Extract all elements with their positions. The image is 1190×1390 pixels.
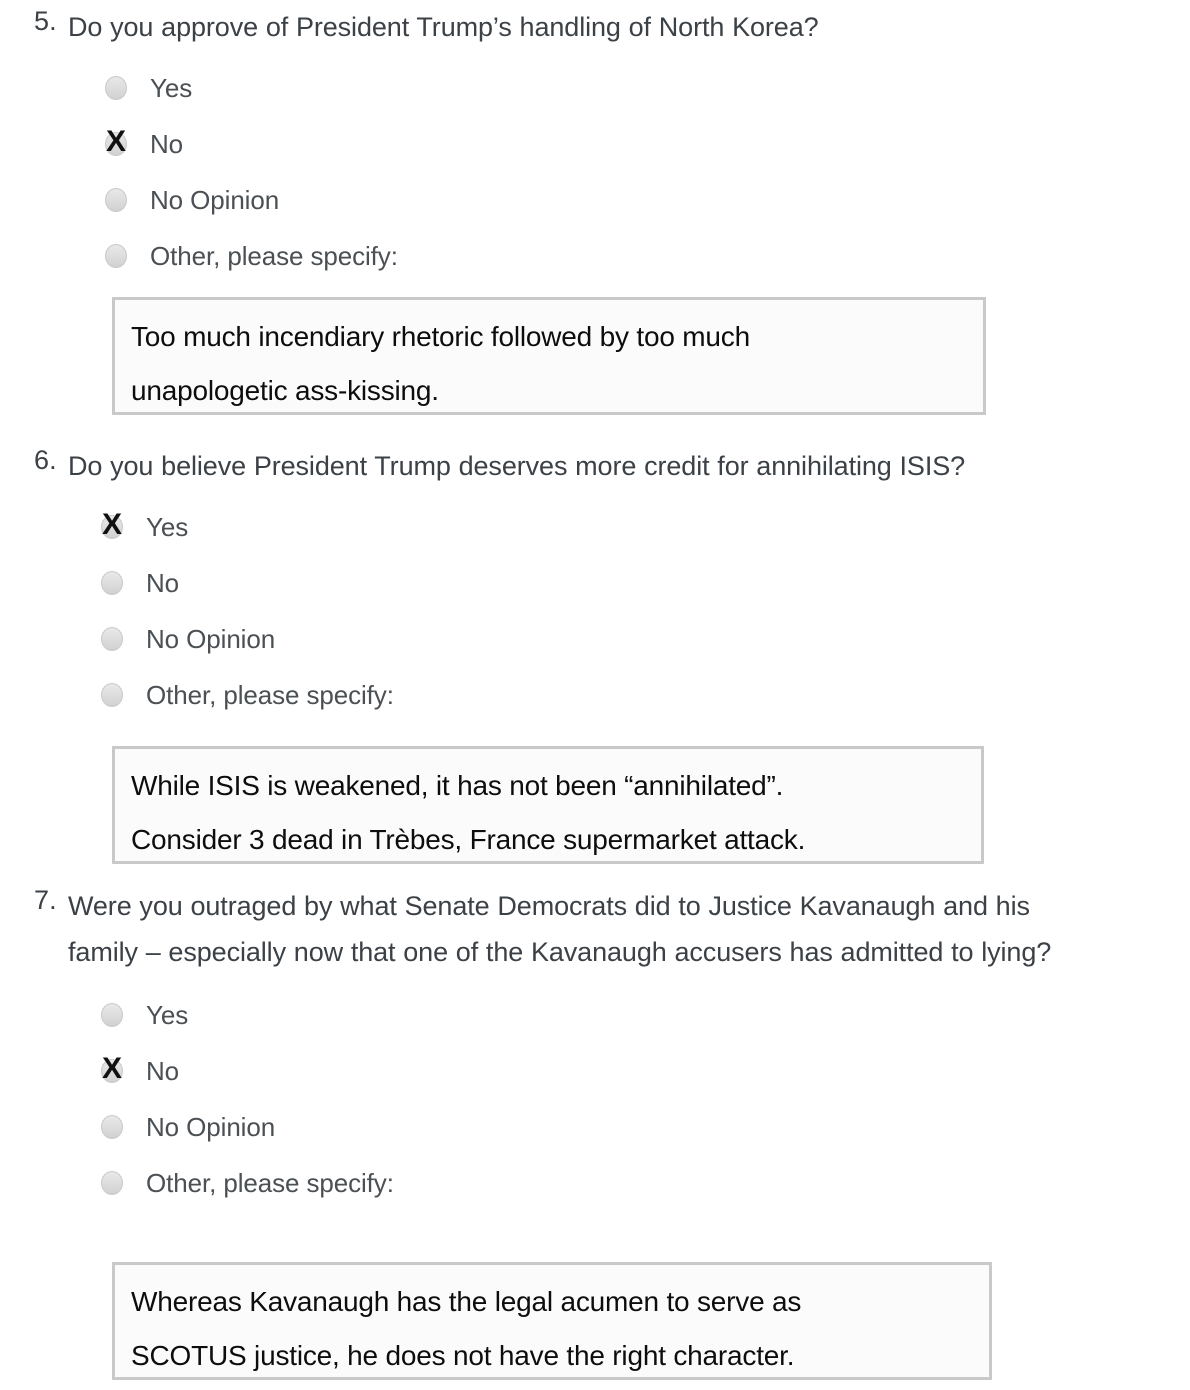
option-label-6-no-opinion: No Opinion: [146, 624, 276, 654]
answer-line: Consider 3 dead in Trèbes, France supermarket attack.: [131, 824, 806, 855]
radio-button-icon[interactable]: [105, 188, 127, 212]
option-label-5-other: Other, please specify:: [150, 241, 398, 271]
question-heading-6: [0, 443, 1190, 489]
option-label-5-yes: Yes: [150, 73, 193, 103]
radio-button-icon[interactable]: [101, 627, 123, 651]
radio-button-icon[interactable]: [101, 1115, 123, 1139]
options-list-6: [0, 499, 1190, 723]
radio-slot-6-no-opinion[interactable]: [92, 619, 132, 659]
answer-textbox-7[interactable]: [112, 1262, 992, 1380]
option-row-5-no-opinion[interactable]: [0, 172, 1190, 228]
option-label-5-no: No: [150, 129, 184, 159]
options-list-5: [0, 60, 1190, 284]
radio-slot-5-yes[interactable]: [96, 68, 136, 108]
option-row-6-no[interactable]: [0, 555, 1190, 611]
answer-line: unapologetic ass-kissing.: [131, 375, 439, 406]
option-row-5-yes[interactable]: [0, 60, 1190, 116]
option-row-6-no-opinion[interactable]: [0, 611, 1190, 667]
radio-slot-7-no[interactable]: [92, 1051, 132, 1091]
answer-line: Too much incendiary rhetoric followed by too much: [131, 321, 750, 352]
question-text-7: Were you outraged by what Senate Democrats did to Justice Kavanaugh and his family – especially now that one of the Kavanaugh accusers has admitted to lying?: [68, 891, 1052, 967]
question-text-5: Do you approve of President Trump’s handling of North Korea?: [68, 12, 819, 42]
radio-slot-5-no-opinion[interactable]: [96, 180, 136, 220]
question-block-7: [0, 883, 1190, 1211]
radio-button-icon[interactable]: [105, 76, 127, 100]
option-row-5-other[interactable]: [0, 228, 1190, 284]
question-number-7: 7.: [34, 885, 57, 915]
question-block-5: [0, 4, 1190, 284]
radio-slot-6-no[interactable]: [92, 563, 132, 603]
radio-button-icon[interactable]: [101, 571, 123, 595]
option-row-7-no-opinion[interactable]: [0, 1099, 1190, 1155]
option-label-6-other: Other, please specify:: [146, 680, 394, 710]
answer-textbox-6[interactable]: [112, 746, 984, 864]
answer-textbox-5[interactable]: [112, 297, 986, 415]
radio-slot-5-no[interactable]: [96, 124, 136, 164]
question-number-5: 5.: [34, 6, 57, 36]
radio-button-icon[interactable]: [101, 1171, 123, 1195]
question-block-6: [0, 443, 1190, 723]
option-row-7-yes[interactable]: [0, 987, 1190, 1043]
x-mark-icon: X: [101, 508, 122, 541]
radio-slot-7-other[interactable]: [92, 1163, 132, 1203]
option-label-7-no-opinion: No Opinion: [146, 1112, 276, 1142]
radio-slot-7-no-opinion[interactable]: [92, 1107, 132, 1147]
answer-line: While ISIS is weakened, it has not been “annihilated”.: [131, 770, 784, 801]
radio-slot-6-other[interactable]: [92, 675, 132, 715]
option-row-7-other[interactable]: [0, 1155, 1190, 1211]
question-heading-5: [0, 4, 1190, 50]
radio-slot-6-yes[interactable]: [92, 507, 132, 547]
option-label-7-yes: Yes: [146, 1000, 189, 1030]
radio-slot-7-yes[interactable]: [92, 995, 132, 1035]
option-label-6-no: No: [146, 568, 180, 598]
option-label-6-yes: Yes: [146, 512, 189, 542]
option-label-7-other: Other, please specify:: [146, 1168, 394, 1198]
x-mark-icon: X: [105, 125, 126, 158]
answer-line: SCOTUS justice, he does not have the right character.: [131, 1340, 795, 1371]
options-list-7: [0, 987, 1190, 1211]
option-label-5-no-opinion: No Opinion: [150, 185, 280, 215]
radio-slot-5-other[interactable]: [96, 236, 136, 276]
question-text-6: Do you believe President Trump deserves more credit for annihilating ISIS?: [68, 451, 966, 481]
question-number-6: 6.: [34, 445, 57, 475]
option-row-6-other[interactable]: [0, 667, 1190, 723]
option-row-7-no[interactable]: [0, 1043, 1190, 1099]
radio-button-icon[interactable]: [105, 244, 127, 268]
question-heading-7: [0, 883, 1190, 975]
answer-line: Whereas Kavanaugh has the legal acumen to serve as: [131, 1286, 802, 1317]
radio-button-icon[interactable]: [101, 1003, 123, 1027]
option-row-6-yes[interactable]: [0, 499, 1190, 555]
option-row-5-no[interactable]: [0, 116, 1190, 172]
x-mark-icon: X: [101, 1052, 122, 1085]
radio-button-icon[interactable]: [101, 683, 123, 707]
option-label-7-no: No: [146, 1056, 180, 1086]
